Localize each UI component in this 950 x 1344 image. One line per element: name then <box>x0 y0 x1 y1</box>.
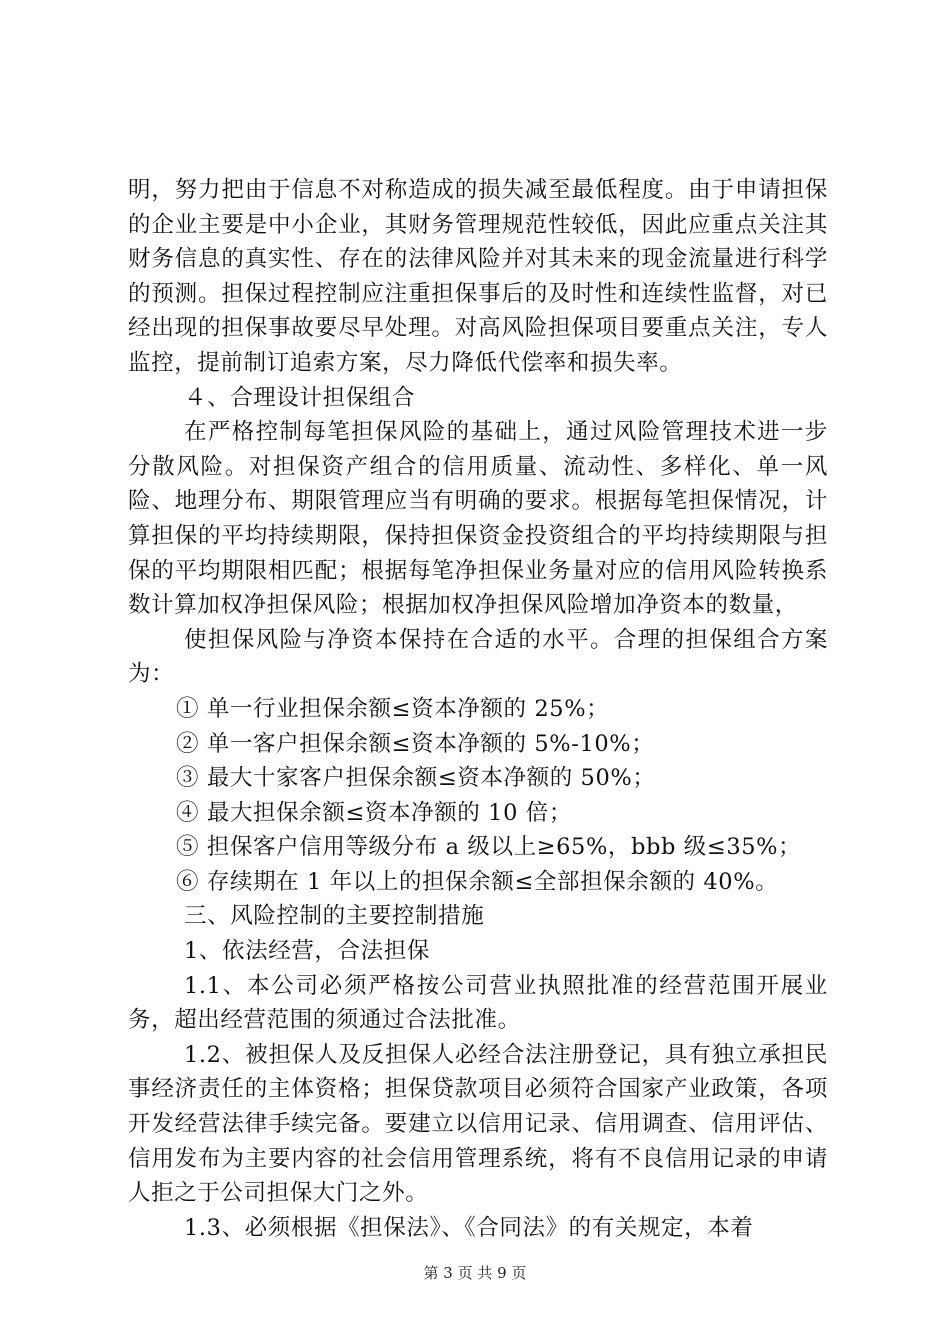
list-item: ③ 最大十家客户担保余额≤资本净额的 50%； <box>176 765 656 792</box>
paragraph-1-3: 1.3、必须根据《担保法》、《合同法》的有关规定，本着 <box>184 1214 754 1241</box>
list-item: ⑥ 存续期在 1 年以上的担保余额≤全部担保余额的 40%。 <box>176 868 779 895</box>
list-item: ② 单一客户担保余额≤资本净额的 5%-10%； <box>176 730 655 757</box>
page-number-footer: 第 3 页 共 9 页 <box>423 1264 527 1282</box>
section-heading-3: 三、风险控制的主要控制措施 <box>184 903 485 930</box>
paragraph-1-1: 1.1、本公司必须严格按公司营业执照批准的经营范围开展业务，超出经营范围的须通过合法批准。 <box>128 972 828 1034</box>
document-body <box>128 173 828 1245</box>
paragraph-1-2: 1.2、被担保人及反担保人必经合法注册登记，具有独立承担民事经济责任的主体资格；担保贷款项目必须符合国家产业政策，各项开发经营法律手续完备。要建立以信用记录、信用调查、信用评估、信用发布为主要内容的社会信用管理系统，将有不良信用记录的申请人拒之于公司担保大门之外。 <box>128 1041 828 1207</box>
list-item: ① 单一行业担保余额≤资本净额的 25%； <box>176 695 610 722</box>
section-heading-4: ４、合理设计担保组合 <box>184 384 416 411</box>
subsection-heading-1: 1、依法经营，合法担保 <box>184 938 430 965</box>
paragraph-portfolio-plan: 使担保风险与净资本保持在合适的水平。合理的担保组合方案为： <box>128 626 828 688</box>
list-item: ④ 最大担保余额≤资本净额的 10 倍； <box>176 799 572 826</box>
list-item: ⑤ 担保客户信用等级分布 a 级以上≥65%，bbb 级≤35%； <box>176 834 802 861</box>
paragraph-continuation: 明，努力把由于信息不对称造成的损失减至最低程度。由于申请担保的企业主要是中小企业，其财务管理规范性较低，因此应重点关注其财务信息的真实性、存在的法律风险并对其未来的现金流量进行科学的预测。担保过程控制应注重担保事后的及时性和连续性监督，对已经出现的担保事故要尽早处理。对高风险担保项目要重点关注，专人监控，提前制订追索方案，尽力降低代偿率和损失率。 <box>128 177 828 376</box>
paragraph-portfolio: 在严格控制每笔担保风险的基础上，通过风险管理技术进一步分散风险。对担保资产组合的信用质量、流动性、多样化、单一风险、地理分布、期限管理应当有明确的要求。根据每笔担保情况，计算担保的平均持续期限，保持担保资金投资组合的平均持续期限与担保的平均期限相匹配；根据每笔净担保业务量对应的信用风险转换系数计算加权净担保风险；根据加权净担保风险增加净资本的数量， <box>128 419 828 619</box>
